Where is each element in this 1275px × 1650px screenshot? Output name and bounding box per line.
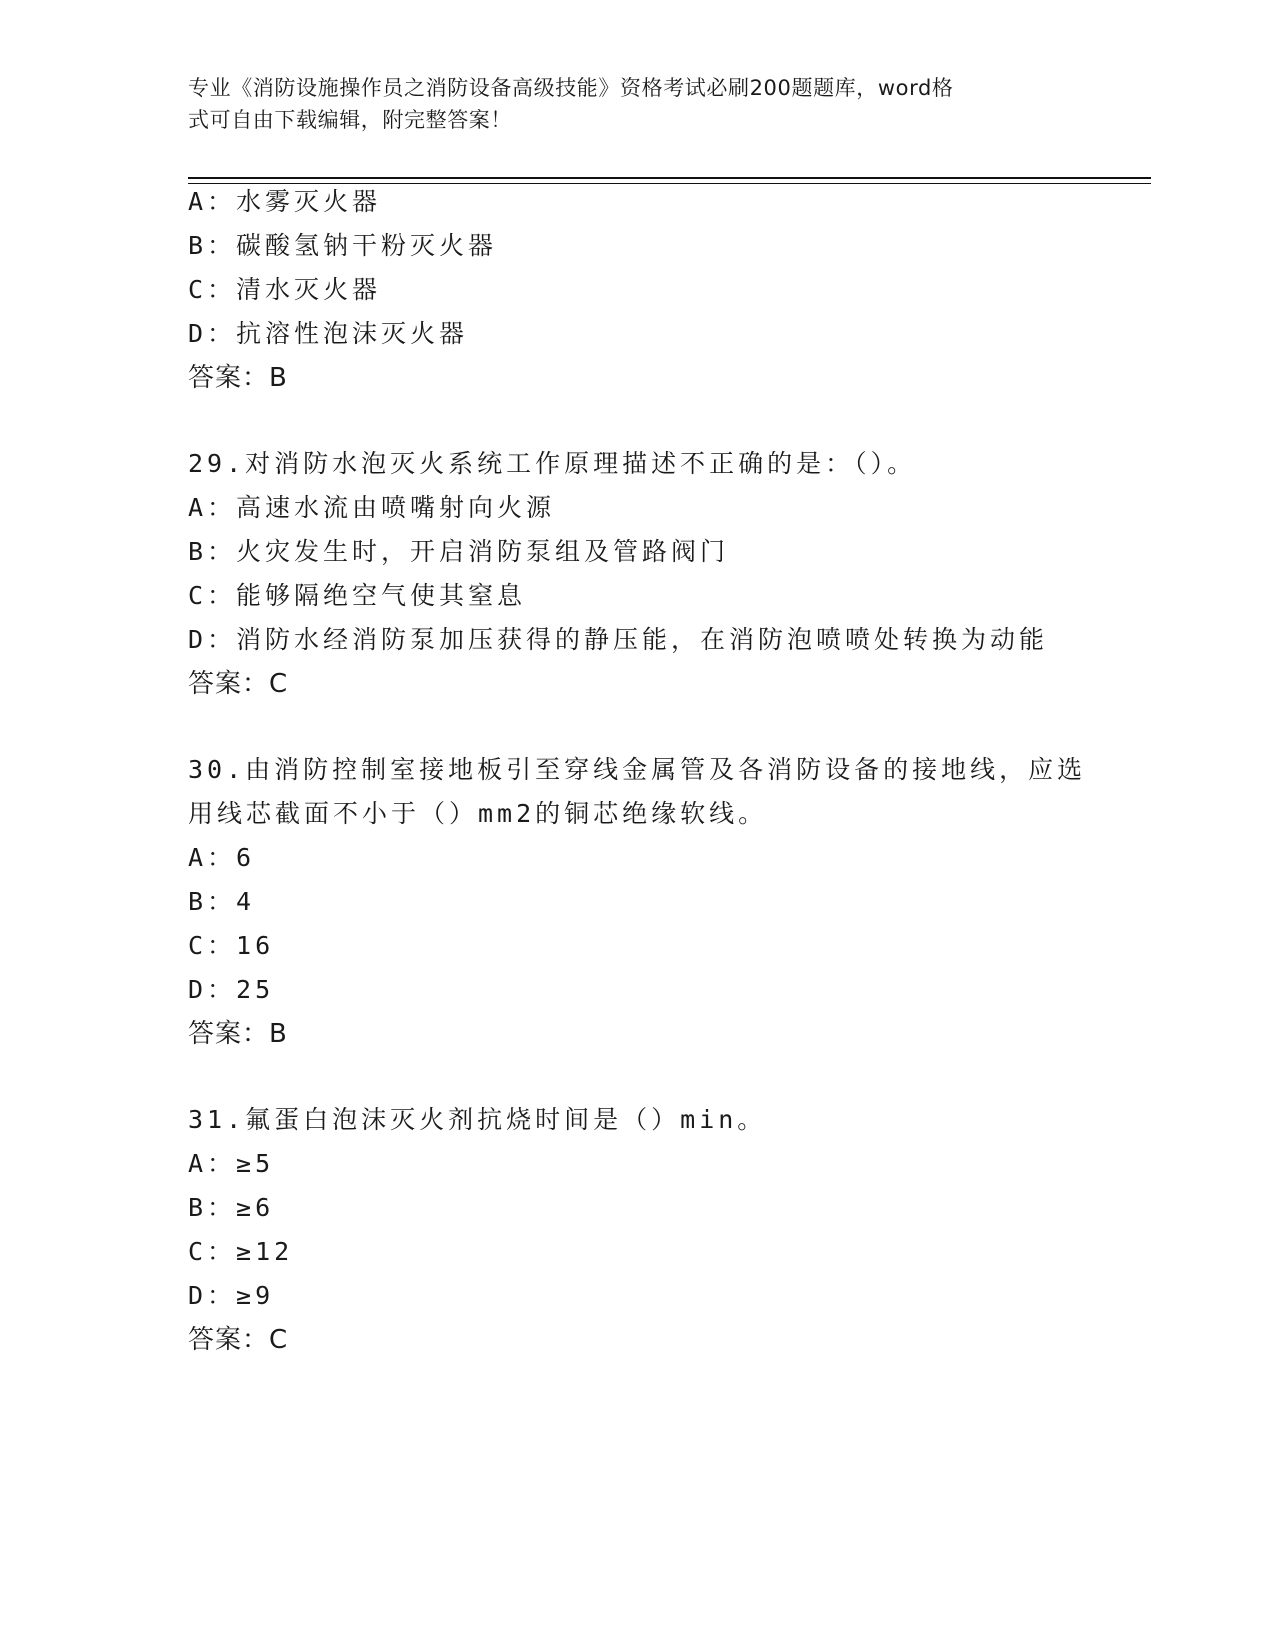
prev-option-c: C：清水灭火器 [188,275,382,304]
prev-answer: 答案：B [188,363,288,393]
q30-answer: 答案：B [188,1019,288,1049]
q29-option-c: C：能够隔绝空气使其窒息 [188,581,527,610]
q29-answer: 答案：C [188,669,289,699]
prev-option-d: D：抗溶性泡沫灭火器 [188,319,469,348]
header-line-1: 专业《消防设施操作员之消防设备高级技能》资格考试必刷200题题库，word格 [188,76,954,100]
q31-option-a: A：≥5 [188,1149,275,1178]
q30-stem-line-1: 30.由消防控制室接地板引至穿线金属管及各消防设备的接地线，应选 [188,755,1087,784]
header-divider-thin [188,183,1151,184]
q31-answer: 答案：C [188,1325,289,1355]
q30-option-d: D：25 [188,975,275,1004]
q30-option-a: A：6 [188,843,256,872]
q30-option-b: B：4 [188,887,256,916]
q30-option-c: C：16 [188,931,275,960]
q29-option-a: A：高速水流由喷嘴射向火源 [188,493,556,522]
q31-option-d: D：≥9 [188,1281,275,1310]
q30-stem-line-2: 用线芯截面不小于（）mm2的铜芯绝缘软线。 [188,799,768,828]
document-header [188,72,1068,136]
q29-stem: 29.对消防水泡灭火系统工作原理描述不正确的是：（）。 [188,449,917,478]
header-divider-thick [188,177,1151,179]
prev-option-a: A：水雾灭火器 [188,187,382,216]
q29-option-b: B：火灾发生时，开启消防泵组及管路阀门 [188,537,730,566]
prev-option-b: B：碳酸氢钠干粉灭火器 [188,231,498,260]
header-line-2: 式可自由下载编辑，附完整答案！ [188,108,512,132]
q31-option-b: B：≥6 [188,1193,275,1222]
q31-option-c: C：≥12 [188,1237,294,1266]
q31-stem: 31.氟蛋白泡沫灭火剂抗烧时间是（）min。 [188,1105,767,1134]
q29-option-d: D：消防水经消防泵加压获得的静压能，在消防泡喷喷处转换为动能 [188,625,1049,654]
